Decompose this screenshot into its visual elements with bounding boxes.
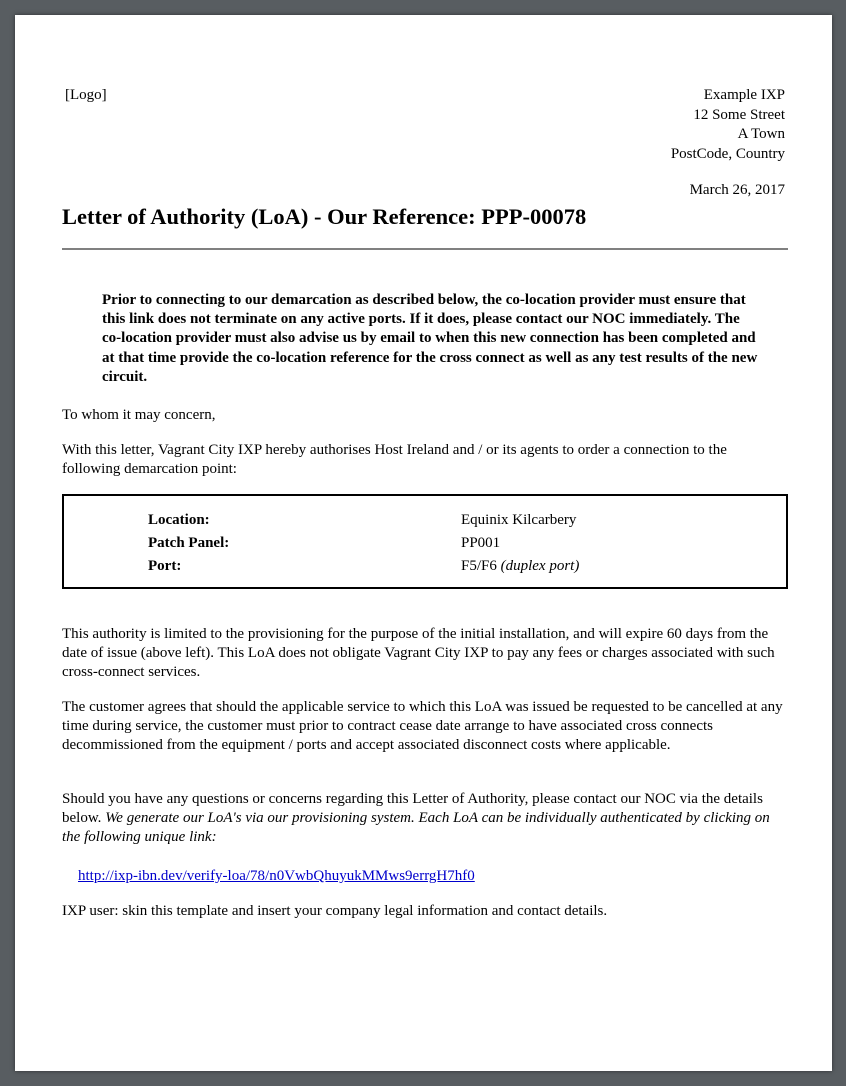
page-title: Letter of Authority (LoA) - Our Reference: PPP-00078 bbox=[62, 204, 587, 229]
authority-paragraph: This authority is limited to the provisioning for the purpose of the initial installation, and will expire 60 days from the date of issue (above left). This LoA does not obligate Vagrant City IXP to pay any fees or charges associated with such cross-connect services. bbox=[62, 626, 775, 680]
salutation: To whom it may concern, bbox=[62, 407, 216, 423]
warning-notice: Prior to connecting to our demarcation as described below, the co-location provider must ensure that this link does not terminate on any active ports. If it does, please contact our NOC immediately. The co-location provider must also advise us by email to when this new connection has been completed and at that time provide the co-location reference for the cross connect as well as any test results of the new circuit. bbox=[102, 292, 758, 385]
patch-panel-label: Patch Panel: bbox=[148, 535, 230, 551]
document-page bbox=[15, 15, 832, 1071]
location-row bbox=[148, 511, 786, 534]
verify-loa-link[interactable]: http://ixp-ibn.dev/verify-loa/78/n0VwbQhuyukMMws9errgH7hf0 bbox=[78, 868, 475, 884]
questions-paragraph bbox=[62, 790, 788, 847]
location-value: Equinix Kilcarbery bbox=[461, 512, 577, 528]
patch-panel-row bbox=[148, 534, 786, 557]
port-note: (duplex port) bbox=[500, 558, 580, 574]
letter-date: March 26, 2017 bbox=[689, 182, 785, 198]
demarcation-details-box bbox=[62, 494, 788, 589]
title-divider bbox=[62, 248, 788, 250]
questions-text: Should you have any questions or concerns regarding this Letter of Authority, please contact our NOC via the details below. bbox=[62, 791, 763, 826]
address-line: 12 Some Street bbox=[693, 106, 785, 123]
port-label: Port: bbox=[148, 558, 182, 574]
port-row bbox=[148, 557, 786, 580]
patch-panel-value: PP001 bbox=[461, 535, 501, 551]
port-value: F5/F6 bbox=[461, 558, 497, 574]
address-line: Example IXP bbox=[703, 87, 785, 103]
sender-address bbox=[671, 86, 785, 164]
port-value-group bbox=[461, 557, 579, 576]
questions-italic-text: We generate our LoA's via our provisioning system. Each LoA can be individually authenticated by clicking on the following unique link: bbox=[62, 810, 770, 845]
address-line: PostCode, Country bbox=[670, 145, 785, 162]
logo-placeholder: [Logo] bbox=[65, 87, 107, 103]
intro-paragraph: With this letter, Vagrant City IXP hereby authorises Host Ireland and / or its agents to order a connection to the following demarcation point: bbox=[62, 442, 727, 477]
location-label: Location: bbox=[148, 512, 210, 528]
customer-paragraph: The customer agrees that should the applicable service to which this LoA was issued be requested to be cancelled at any time during service, the customer must prior to contract cease date arrange to have associated cross connects decommissioned from the equipment / ports and accept associated disconnect costs where applicable. bbox=[62, 699, 783, 753]
footer-note: IXP user: skin this template and insert your company legal information and contact details. bbox=[62, 903, 608, 919]
address-line: A Town bbox=[737, 126, 785, 142]
